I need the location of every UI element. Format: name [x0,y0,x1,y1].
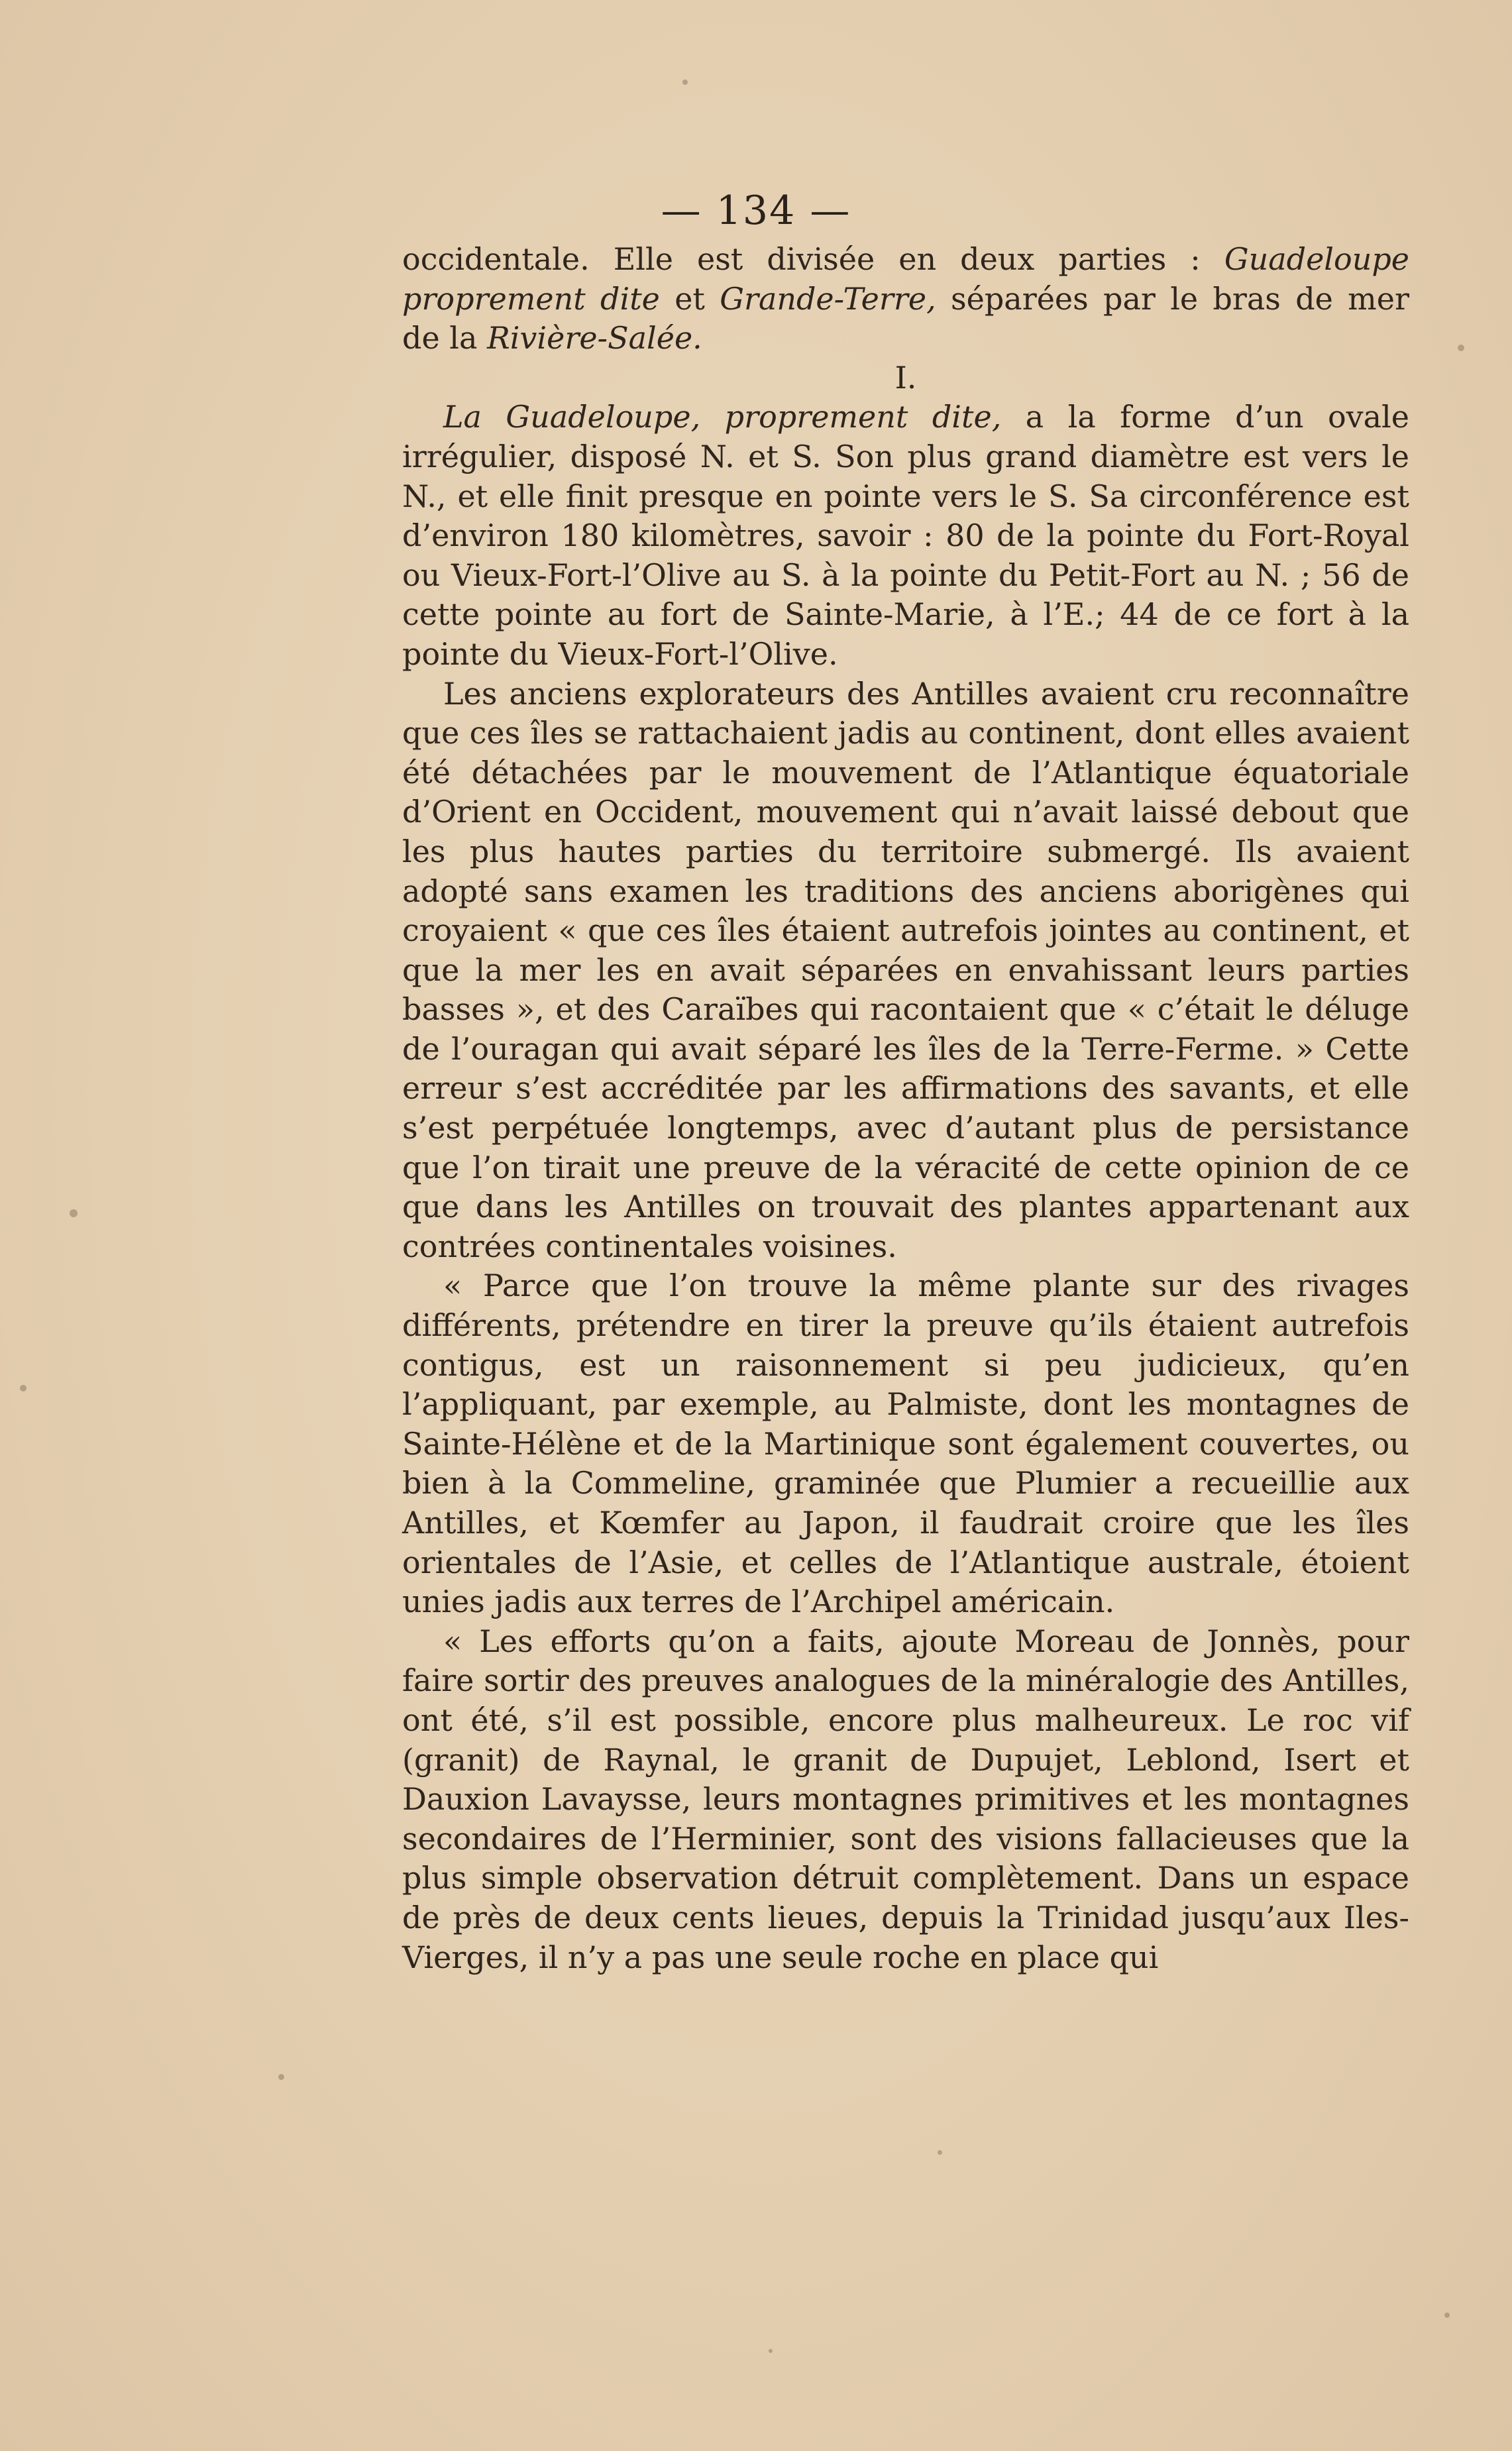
text-run: occidentale. Elle est divisée en deux parties : [402,241,1224,277]
text-run: séparées par le bras de mer de la [402,280,1409,356]
paragraph: Les anciens explorateurs des Antilles avaient cru reconnaître que ces îles se rattachaient jadis au continent, dont elles avaient été détachées par le mouvement de l’Atlantique équatoriale d’Orient en Occident, mouvement qui n’avait laissé debout que les plus hautes parties du territoire submergé. Ils avaient adopté sans examen les traditions des anciens aborigènes qui croyaient « que ces îles étaient autrefois jointes au continent, et que la mer les en avait séparées en envahissant leurs parties basses », et des Caraïbes qui racontaient que « c’était le déluge de l’ouragan qui avait séparé les îles de la Terre-Ferme. » Cette erreur s’est accréditée par les affirmations des savants, et elle s’est perpétuée longtemps, avec d’autant plus de persistance que l’on tirait une preuve de la véracité de cette opinion de ce que dans les Antilles on trouvait des plantes appartenant aux contrées continentales voisines. [402,675,1409,1264]
italic-term: Grande-Terre, [720,280,936,317]
text-run: et [659,280,720,317]
page-number: — 134 — [661,188,851,234]
italic-term: Rivière-Salée. [487,320,702,356]
paper-speck [938,2150,942,2155]
paper-speck [278,2074,284,2080]
paragraph-continuation [402,240,1409,358]
body-text [402,240,1409,1977]
text-run: a la forme d’un ovale irrégulier, disposé N. et S. Son plus grand diamètre est vers le N., et elle finit presque en pointe vers le S. Sa circonférence est d’environ 180 kilomètres, savoir : 80 de la pointe du Fort-Royal ou Vieux-Fort-l’Olive au S. à la pointe du Petit-Fort au N. ; 56 de cette pointe au fort de Sainte-Marie, à l’E.; 44 de ce fort à la pointe du Vieux-Fort-l’Olive. [402,399,1409,672]
paragraph: « Parce que l’on trouve la même plante sur des rivages différents, prétendre en tirer la preuve qu’ils étaient autrefois contigus, est un raisonnement si peu judicieux, qu’en l’appliquant, par exemple, au Palmiste, dont les montagnes de Sainte-Hélène et de la Martinique sont également couvertes, ou bien à la Commeline, graminée que Plumier a recueillie aux Antilles, et Kœmfer au Japon, il faudrait croire que les îles orientales de l’Asie, et celles de l’Atlantique australe, étoient unies jadis aux terres de l’Archipel américain. [402,1268,1409,1620]
paper-speck [1458,345,1464,351]
italic-term: La Guadeloupe, proprement dite, [443,399,1002,435]
paper-speck [1444,2313,1450,2318]
paper-speck [20,1385,27,1391]
paragraph [402,398,1409,674]
section-heading: I. [894,359,917,396]
paper-speck [769,2349,773,2353]
italic-term: Guadeloupe proprement dite [402,241,1409,317]
paper-speck [70,1209,78,1217]
paper-speck [682,80,688,85]
paragraph: « Les efforts qu’on a faits, ajoute Moreau de Jonnès, pour faire sortir des preuves analogues de la minéralogie des Antilles, ont été, s’il est possible, encore plus malheureux. Le roc vif (granit) de Raynal, le granit de Dupujet, Leblond, Isert et Dauxion Lavaysse, leurs montagnes primitives et les montagnes secondaires de l’Herminier, sont des visions fallacieuses que la plus simple observation détruit complètement. Dans un espace de près de deux cents lieues, depuis la Trinidad jusqu’aux Iles-Vierges, il n’y a pas une seule roche en place qui [402,1623,1409,1975]
